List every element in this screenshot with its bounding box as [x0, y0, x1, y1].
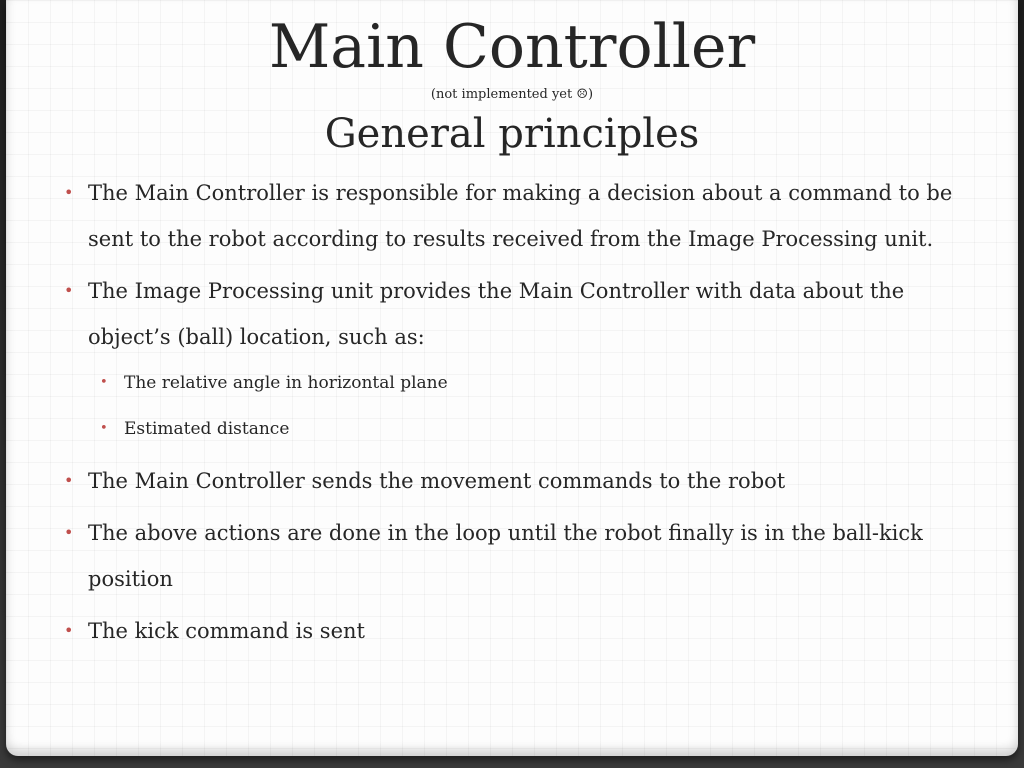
sub-bullet-item	[96, 360, 958, 406]
bullet-dot-icon: •	[100, 421, 108, 436]
bullet-dot-icon: •	[100, 375, 108, 390]
sub-bullet-text: Estimated distance	[124, 419, 290, 439]
bullet-text: The Image Processing unit provides the Main Controller with data about the object’s (ball) location, such as:	[88, 279, 905, 349]
bullet-dot-icon: •	[64, 471, 74, 490]
bullet-dot-icon: •	[64, 621, 74, 640]
bullet-item	[58, 458, 958, 504]
sub-bullet-text: The relative angle in horizontal plane	[124, 373, 448, 393]
bullet-dot-icon: •	[64, 183, 74, 202]
bullet-item	[58, 268, 958, 452]
bullet-dot-icon: •	[64, 281, 74, 300]
slide	[6, 0, 1018, 756]
bullet-item	[58, 608, 958, 654]
bullet-list	[58, 170, 958, 654]
sub-bullet-item	[96, 406, 958, 452]
sub-bullet-list	[96, 360, 958, 452]
slide-body	[58, 170, 958, 660]
bullet-text: The Main Controller sends the movement commands to the robot	[88, 469, 786, 493]
slide-title: Main Controller	[268, 12, 756, 82]
slide-subtitle: General principles	[324, 111, 700, 157]
bullet-text: The above actions are done in the loop until the robot finally is in the ball-kick position	[88, 521, 923, 591]
bullet-dot-icon: •	[64, 523, 74, 542]
bullet-text: The kick command is sent	[88, 619, 365, 643]
bullet-text: The Main Controller is responsible for making a decision about a command to be sent to the robot according to results received from the Image Processing unit.	[88, 181, 953, 251]
bullet-item	[58, 510, 958, 602]
bullet-item	[58, 170, 958, 262]
slide-note: (not implemented yet ☹)	[430, 87, 594, 102]
